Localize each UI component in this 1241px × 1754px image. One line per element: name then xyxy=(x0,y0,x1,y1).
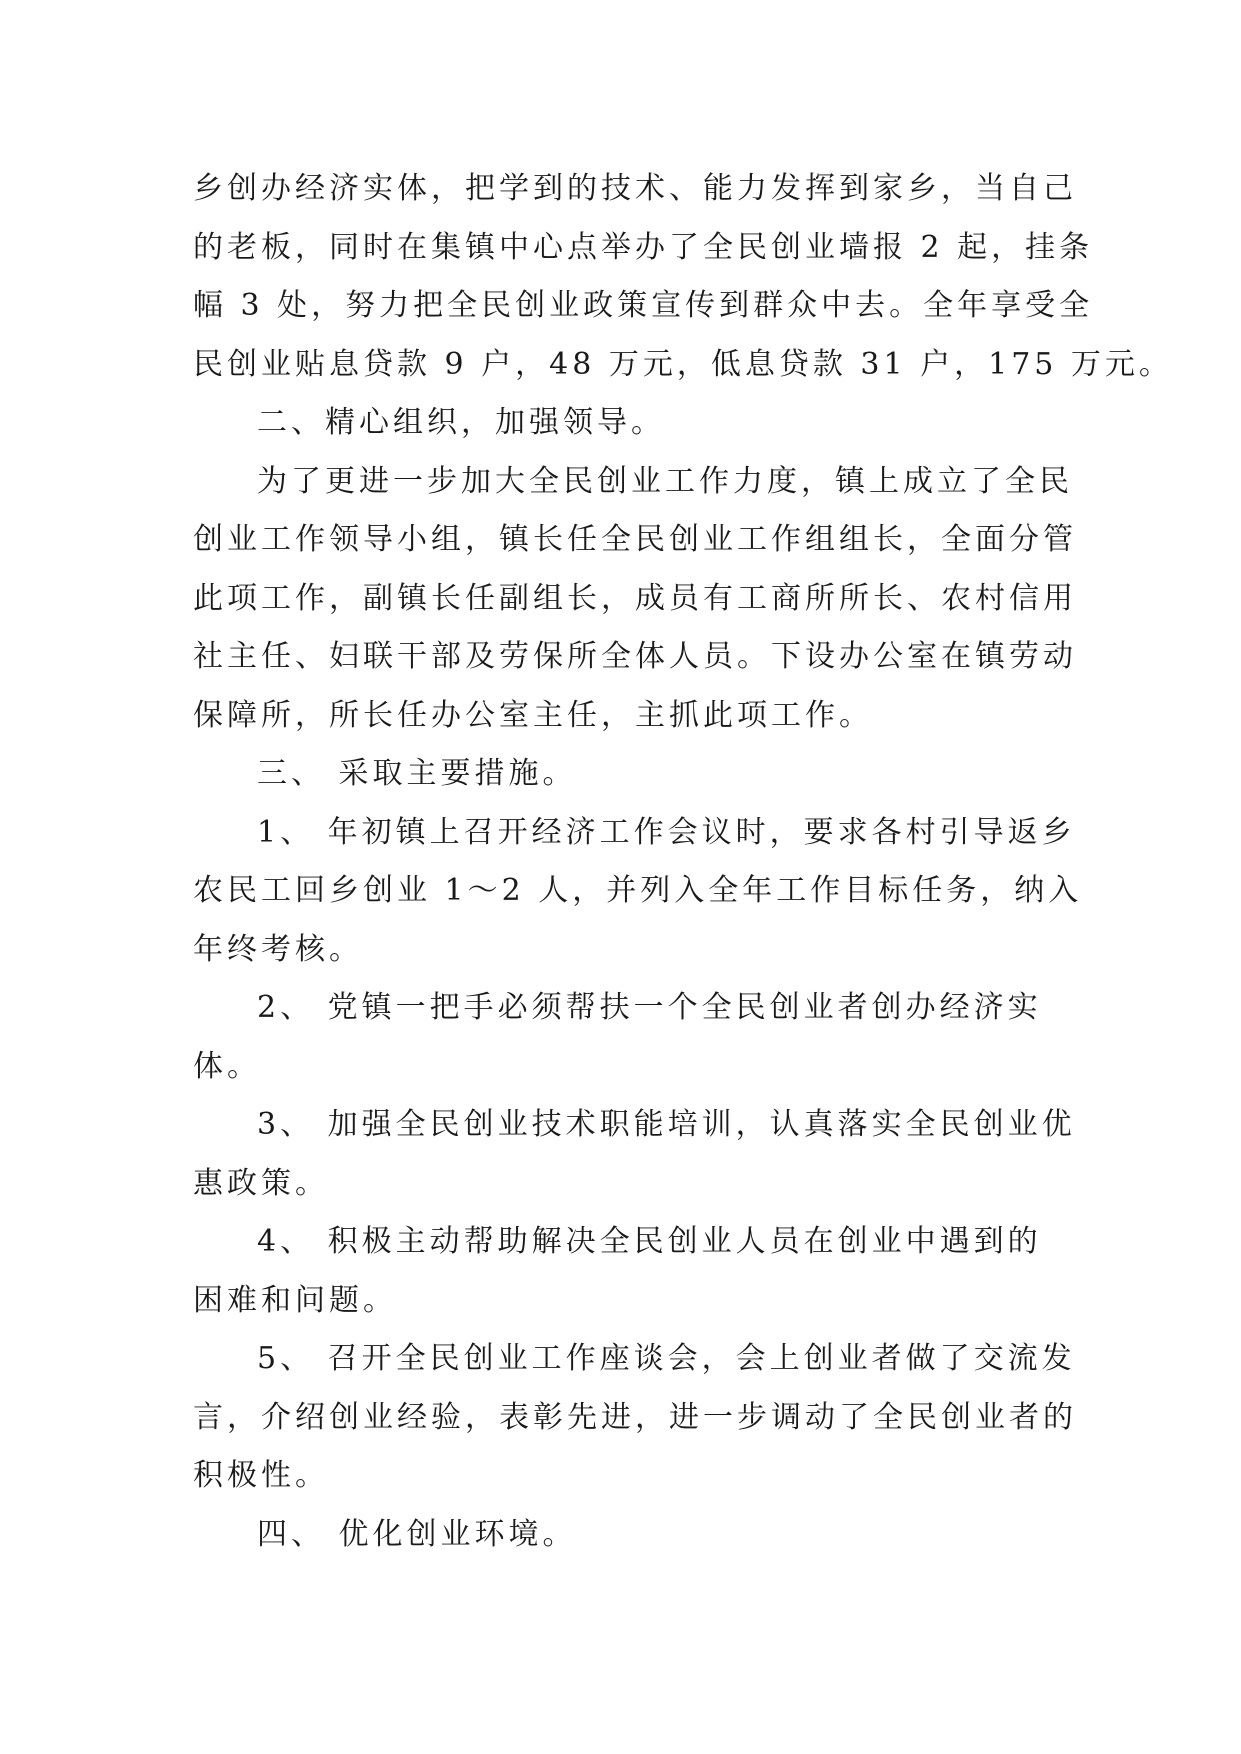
document-line: 困难和问题。 xyxy=(193,1282,397,1318)
document-line: 为了更进一步加大全民创业工作力度，镇上成立了全民 xyxy=(257,463,1073,499)
document-line: 年终考核。 xyxy=(193,931,363,967)
document-line: 保障所，所长任办公室主任，主抓此项工作。 xyxy=(193,697,873,733)
document-line: 2、 党镇一把手必须帮扶一个全民创业者创办经济实 xyxy=(257,990,1042,1025)
document-line: 言，介绍创业经验，表彰先进，进一步调动了全民创业者的 xyxy=(193,1399,1077,1435)
document-line: 二、精心组织，加强领导。 xyxy=(257,405,665,440)
document-line: 4、 积极主动帮助解决全民创业人员在创业中遇到的 xyxy=(257,1224,1042,1259)
document-line: 民创业贴息贷款 9 户，48 万元，低息贷款 31 户，175 万元。 xyxy=(193,346,1173,382)
document-line: 社主任、妇联干部及劳保所全体人员。下设办公室在镇劳动 xyxy=(193,639,1077,674)
document-line: 5、 召开全民创业工作座谈会，会上创业者做了交流发 xyxy=(257,1341,1076,1376)
document-line: 幅 3 处，努力把全民创业政策宣传到群众中去。全年享受全 xyxy=(193,288,1094,323)
document-line: 1、 年初镇上召开经济工作会议时，要求各村引导返乡 xyxy=(257,814,1076,850)
document-line: 3、 加强全民创业技术职能培训，认真落实全民创业优 xyxy=(257,1107,1076,1142)
document-line: 创业工作领导小组，镇长任全民创业工作组组长，全面分管 xyxy=(193,522,1077,557)
document-line: 的老板，同时在集镇中心点举办了全民创业墙报 2 起，挂条 xyxy=(193,229,1094,265)
document-line: 四、 优化创业环境。 xyxy=(257,1516,577,1552)
document-line: 农民工回乡创业 1～2 人，并列入全年工作目标任务，纳入 xyxy=(193,873,1083,908)
document-line: 惠政策。 xyxy=(193,1165,329,1201)
document-line: 此项工作，副镇长任副组长，成员有工商所所长、农村信用 xyxy=(193,580,1077,616)
document-line: 积极性。 xyxy=(193,1458,329,1493)
document-body xyxy=(193,160,1173,1564)
document-line: 体。 xyxy=(193,1048,261,1084)
document-line: 三、 采取主要措施。 xyxy=(257,756,577,791)
document-line: 乡创办经济实体，把学到的技术、能力发挥到家乡，当自己 xyxy=(193,171,1077,206)
